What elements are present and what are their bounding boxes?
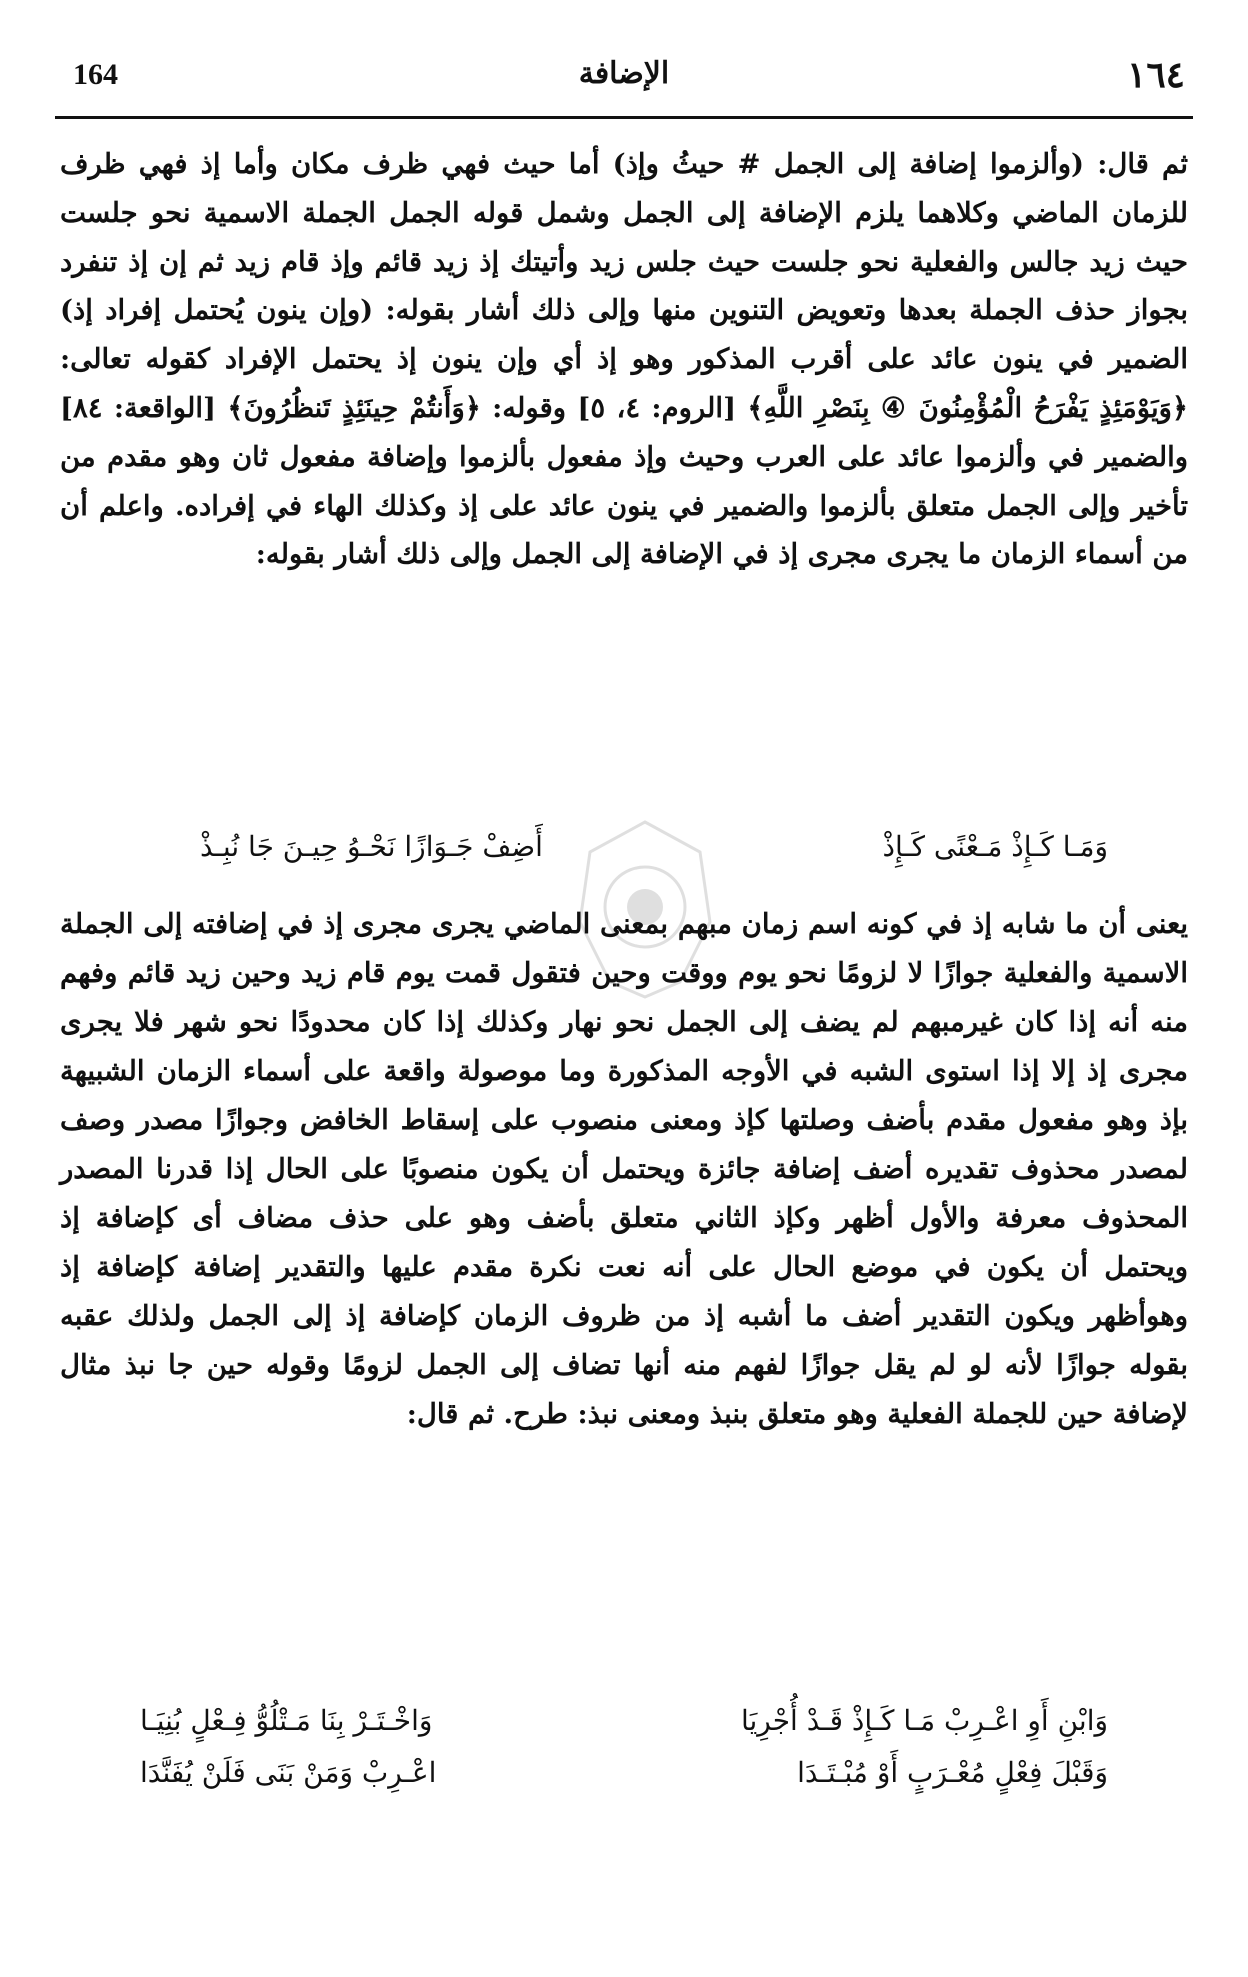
verse-left-hemistich: وَاخْـتَـرْ بِنَا مَـتْلُوُّ فِـعْلٍ بُنِيَـا xyxy=(140,1704,433,1737)
verse-left-hemistich: اعْـرِبْ وَمَنْ بَنَى فَلَنْ يُفَنَّدَا xyxy=(140,1756,437,1789)
paragraph-2 xyxy=(60,900,1188,1439)
verse-row xyxy=(120,1700,1148,1752)
verse-block xyxy=(120,1700,1148,1810)
paragraph-1 xyxy=(60,140,1188,579)
paragraph-2-text: يعنى أن ما شابه إذ في كونه اسم زمان مبهم بمعنى الماضي يجرى مجرى إذ في إضافته إلى الجملة الاسمية والفعلية جوازًا لا لزومًا نحو يوم ووقت وحين فتقول قمت يوم قام زيد وحين زيد قائم وفهم منه أنه إذا كان غيرمبهم لم يضف إلى الجمل نحو نهار وكذلك إذا كان محدودًا نحو شهر فلا يجرى مجرى إذ إلا إذا استوى الشبه في الأوجه المذكورة وما موصولة واقعة على أسماء الزمان الشبيهة بإذ وهو مفعول مقدم بأضف وصلتها كإذ ومعنى منصوب على إسقاط الخافض وجوازًا مصدر وصف لمصدر محذوف تقديره أضف إضافة جائزة ويحتمل أن يكون منصوبًا على الحال إذا قدرنا المصدر المحذوف معرفة والأول أظهر وكإذ الثاني متعلق بأضف وهو على حذف مضاف أى كإضافة إذ ويحتمل أن يكون في موضع الحال على أنه نعت نكرة مقدم عليها والتقدير إضافة كإضافة إذ وهوأظهر ويكون التقدير أضف ما أشبه إذ من ظروف الزمان كإضافة إذ إلى الجمل ولذلك عقبه بقوله جوازًا لأنه لو لم يقل جوازًا لفهم منه أنها تضاف إلى الجمل لزومًا وقوله حين جا نبذ مثال لإضافة حين للجملة الفعلية وهو متعلق بنبذ ومعنى نبذ: طرح. ثم قال: xyxy=(60,908,1188,1430)
verse-right-hemistich: وَقَبْلَ فِعْلٍ مُعْـرَبٍ أَوْ مُبْـتَـدَا xyxy=(797,1756,1108,1789)
verse-right-hemistich: وَابْنِ أَوِ اعْـرِبْ مَـا كَـإِذْ قَـدْ أُجْرِيَا xyxy=(740,1704,1108,1737)
page-number-arabic: ١٦٤ xyxy=(1126,54,1185,96)
verse-right-hemistich: وَمَـا كَـإِذْ مَـعْنًى كَـإِذْ xyxy=(882,830,1108,863)
paragraph-1-text: ثم قال: (وألزموا إضافة إلى الجمل # حيثُ وإذ) أما حيث فهي ظرف مكان وأما إذ فهي ظرف للزمان الماضي وكلاهما يلزم الإضافة إلى الجمل وشمل قوله الجمل الجملة الاسمية نحو جلست حيث زيد جالس والفعلية نحو جلست حيث جلس زيد وأتيتك إذ زيد قائم وإذ قام زيد ثم إن إذ تنفرد بجواز حذف الجملة بعدها وتعويض التنوين منها وإلى ذلك أشار بقوله: (وإن ينون يُحتمل إفراد إذ) الضمير في ينون عائد على أقرب المذكور وهو إذ أي وإن ينون إذ يحتمل الإفراد كقوله تعالى: ﴿وَيَوْمَئِذٍ يَفْرَحُ الْمُؤْمِنُونَ ④ بِنَصْرِ اللَّهِ﴾ [الروم: ٤، ٥] وقوله: ﴿وَأَنتُمْ حِينَئِذٍ تَنظُرُونَ﴾ [الواقعة: ٨٤] والضمير في وألزموا عائد على العرب وحيث وإذ مفعول بألزموا وإضافة مفعول ثان وهو مقدم من تأخير وإلى الجمل متعلق بألزموا والضمير في ينون عائد على إذ وكذلك الهاء في إفراده. واعلم أن من أسماء الزمان ما يجرى مجرى إذ في الإضافة إلى الجمل وإلى ذلك أشار بقوله: xyxy=(60,148,1188,571)
page-header xyxy=(55,52,1193,119)
verse-row xyxy=(120,1752,1148,1804)
running-title: الإضافة xyxy=(578,56,670,91)
page-number-latin: 164 xyxy=(73,58,118,91)
verse-left-hemistich: أَضِفْ جَـوَازًا نَحْـوُ حِيـنَ جَا نُبِـذْ xyxy=(200,830,543,863)
